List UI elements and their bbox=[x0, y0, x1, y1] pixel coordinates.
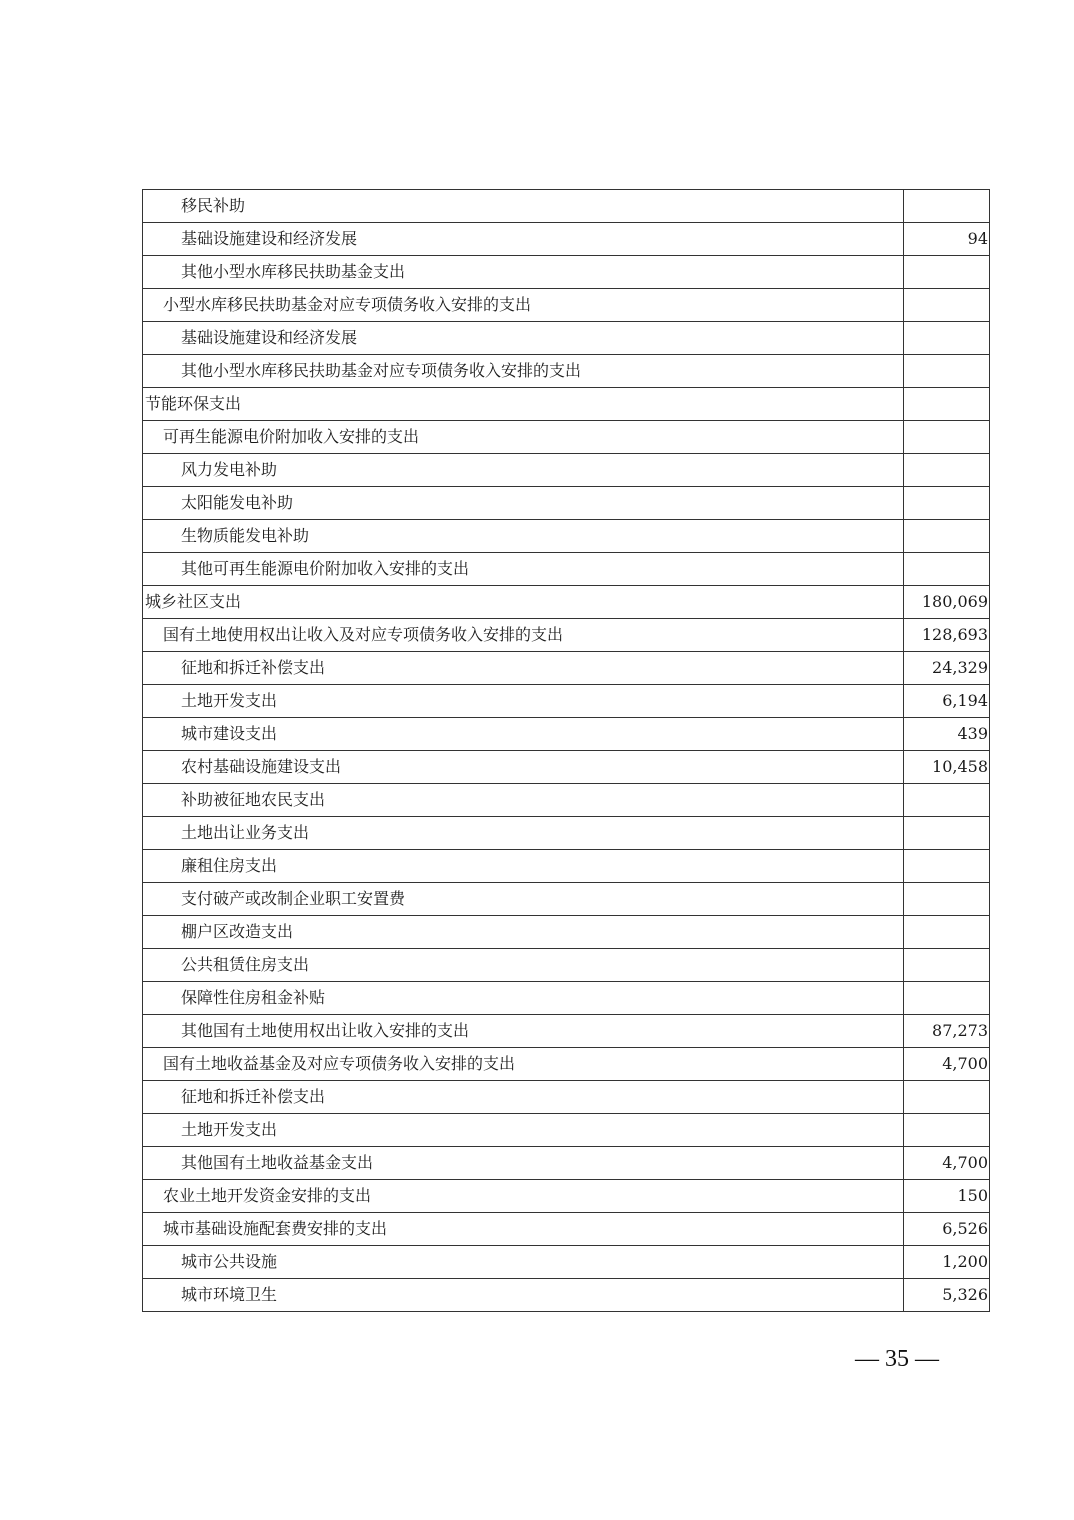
item-name-cell: 农村基础设施建设支出 bbox=[143, 751, 904, 784]
item-name-cell: 农业土地开发资金安排的支出 bbox=[143, 1180, 904, 1213]
page-number: — 35 — bbox=[855, 1346, 939, 1372]
table-row bbox=[143, 619, 990, 652]
table-row bbox=[143, 883, 990, 916]
item-value-cell: 180,069 bbox=[904, 586, 990, 619]
table-row bbox=[143, 1114, 990, 1147]
item-value-cell bbox=[904, 1114, 990, 1147]
item-name-cell: 基础设施建设和经济发展 bbox=[143, 322, 904, 355]
item-name-cell: 土地出让业务支出 bbox=[143, 817, 904, 850]
table-row bbox=[143, 916, 990, 949]
item-name-cell: 其他可再生能源电价附加收入安排的支出 bbox=[143, 553, 904, 586]
item-value-cell: 5,326 bbox=[904, 1279, 990, 1312]
table-row bbox=[143, 1246, 990, 1279]
table-row bbox=[143, 949, 990, 982]
item-value-cell bbox=[904, 982, 990, 1015]
item-value-cell: 87,273 bbox=[904, 1015, 990, 1048]
item-value-cell bbox=[904, 289, 990, 322]
table-row bbox=[143, 817, 990, 850]
table-row bbox=[143, 751, 990, 784]
item-name-cell: 国有土地使用权出让收入及对应专项债务收入安排的支出 bbox=[143, 619, 904, 652]
item-value-cell: 6,194 bbox=[904, 685, 990, 718]
table-row bbox=[143, 454, 990, 487]
item-value-cell: 4,700 bbox=[904, 1147, 990, 1180]
item-name-cell: 棚户区改造支出 bbox=[143, 916, 904, 949]
item-name-cell: 城市环境卫生 bbox=[143, 1279, 904, 1312]
table-row bbox=[143, 1015, 990, 1048]
table-row bbox=[143, 553, 990, 586]
item-name-cell: 城乡社区支出 bbox=[143, 586, 904, 619]
item-value-cell bbox=[904, 784, 990, 817]
item-name-cell: 其他国有土地使用权出让收入安排的支出 bbox=[143, 1015, 904, 1048]
item-value-cell bbox=[904, 322, 990, 355]
table-row bbox=[143, 685, 990, 718]
table-row bbox=[143, 322, 990, 355]
table-row bbox=[143, 1213, 990, 1246]
item-value-cell: 24,329 bbox=[904, 652, 990, 685]
item-value-cell bbox=[904, 1081, 990, 1114]
table-row bbox=[143, 1081, 990, 1114]
item-value-cell: 439 bbox=[904, 718, 990, 751]
item-value-cell bbox=[904, 487, 990, 520]
item-name-cell: 征地和拆迁补偿支出 bbox=[143, 1081, 904, 1114]
item-value-cell: 128,693 bbox=[904, 619, 990, 652]
item-value-cell: 94 bbox=[904, 223, 990, 256]
item-value-cell bbox=[904, 454, 990, 487]
item-value-cell: 6,526 bbox=[904, 1213, 990, 1246]
item-name-cell: 补助被征地农民支出 bbox=[143, 784, 904, 817]
item-value-cell bbox=[904, 850, 990, 883]
table-row bbox=[143, 520, 990, 553]
item-value-cell bbox=[904, 256, 990, 289]
table-row bbox=[143, 223, 990, 256]
item-value-cell: 10,458 bbox=[904, 751, 990, 784]
item-name-cell: 节能环保支出 bbox=[143, 388, 904, 421]
item-name-cell: 公共租赁住房支出 bbox=[143, 949, 904, 982]
table-row bbox=[143, 421, 990, 454]
item-name-cell: 城市公共设施 bbox=[143, 1246, 904, 1279]
item-name-cell: 廉租住房支出 bbox=[143, 850, 904, 883]
table-row bbox=[143, 388, 990, 421]
table-row bbox=[143, 1279, 990, 1312]
item-value-cell bbox=[904, 817, 990, 850]
item-name-cell: 生物质能发电补助 bbox=[143, 520, 904, 553]
table-row bbox=[143, 586, 990, 619]
table-row bbox=[143, 1180, 990, 1213]
item-value-cell bbox=[904, 388, 990, 421]
item-name-cell: 可再生能源电价附加收入安排的支出 bbox=[143, 421, 904, 454]
item-name-cell: 小型水库移民扶助基金对应专项债务收入安排的支出 bbox=[143, 289, 904, 322]
item-value-cell bbox=[904, 421, 990, 454]
item-value-cell bbox=[904, 190, 990, 223]
item-name-cell: 国有土地收益基金及对应专项债务收入安排的支出 bbox=[143, 1048, 904, 1081]
table-row bbox=[143, 1048, 990, 1081]
item-name-cell: 基础设施建设和经济发展 bbox=[143, 223, 904, 256]
item-value-cell bbox=[904, 949, 990, 982]
table-row bbox=[143, 652, 990, 685]
item-value-cell: 4,700 bbox=[904, 1048, 990, 1081]
item-name-cell: 征地和拆迁补偿支出 bbox=[143, 652, 904, 685]
item-name-cell: 保障性住房租金补贴 bbox=[143, 982, 904, 1015]
table-row bbox=[143, 784, 990, 817]
item-value-cell bbox=[904, 916, 990, 949]
item-name-cell: 城市基础设施配套费安排的支出 bbox=[143, 1213, 904, 1246]
item-name-cell: 其他国有土地收益基金支出 bbox=[143, 1147, 904, 1180]
item-name-cell: 风力发电补助 bbox=[143, 454, 904, 487]
table-row bbox=[143, 1147, 990, 1180]
item-value-cell bbox=[904, 520, 990, 553]
table-row bbox=[143, 487, 990, 520]
item-name-cell: 城市建设支出 bbox=[143, 718, 904, 751]
item-name-cell: 其他小型水库移民扶助基金支出 bbox=[143, 256, 904, 289]
item-value-cell: 150 bbox=[904, 1180, 990, 1213]
item-value-cell bbox=[904, 553, 990, 586]
table-row bbox=[143, 850, 990, 883]
table-body bbox=[143, 190, 990, 1312]
item-value-cell: 1,200 bbox=[904, 1246, 990, 1279]
table-row bbox=[143, 982, 990, 1015]
item-name-cell: 土地开发支出 bbox=[143, 685, 904, 718]
budget-expenditure-table bbox=[142, 189, 990, 1312]
table-row bbox=[143, 355, 990, 388]
table-row bbox=[143, 256, 990, 289]
item-name-cell: 移民补助 bbox=[143, 190, 904, 223]
item-value-cell bbox=[904, 883, 990, 916]
item-name-cell: 太阳能发电补助 bbox=[143, 487, 904, 520]
table-row bbox=[143, 190, 990, 223]
table-row bbox=[143, 718, 990, 751]
item-name-cell: 支付破产或改制企业职工安置费 bbox=[143, 883, 904, 916]
table-row bbox=[143, 289, 990, 322]
item-value-cell bbox=[904, 355, 990, 388]
item-name-cell: 其他小型水库移民扶助基金对应专项债务收入安排的支出 bbox=[143, 355, 904, 388]
item-name-cell: 土地开发支出 bbox=[143, 1114, 904, 1147]
